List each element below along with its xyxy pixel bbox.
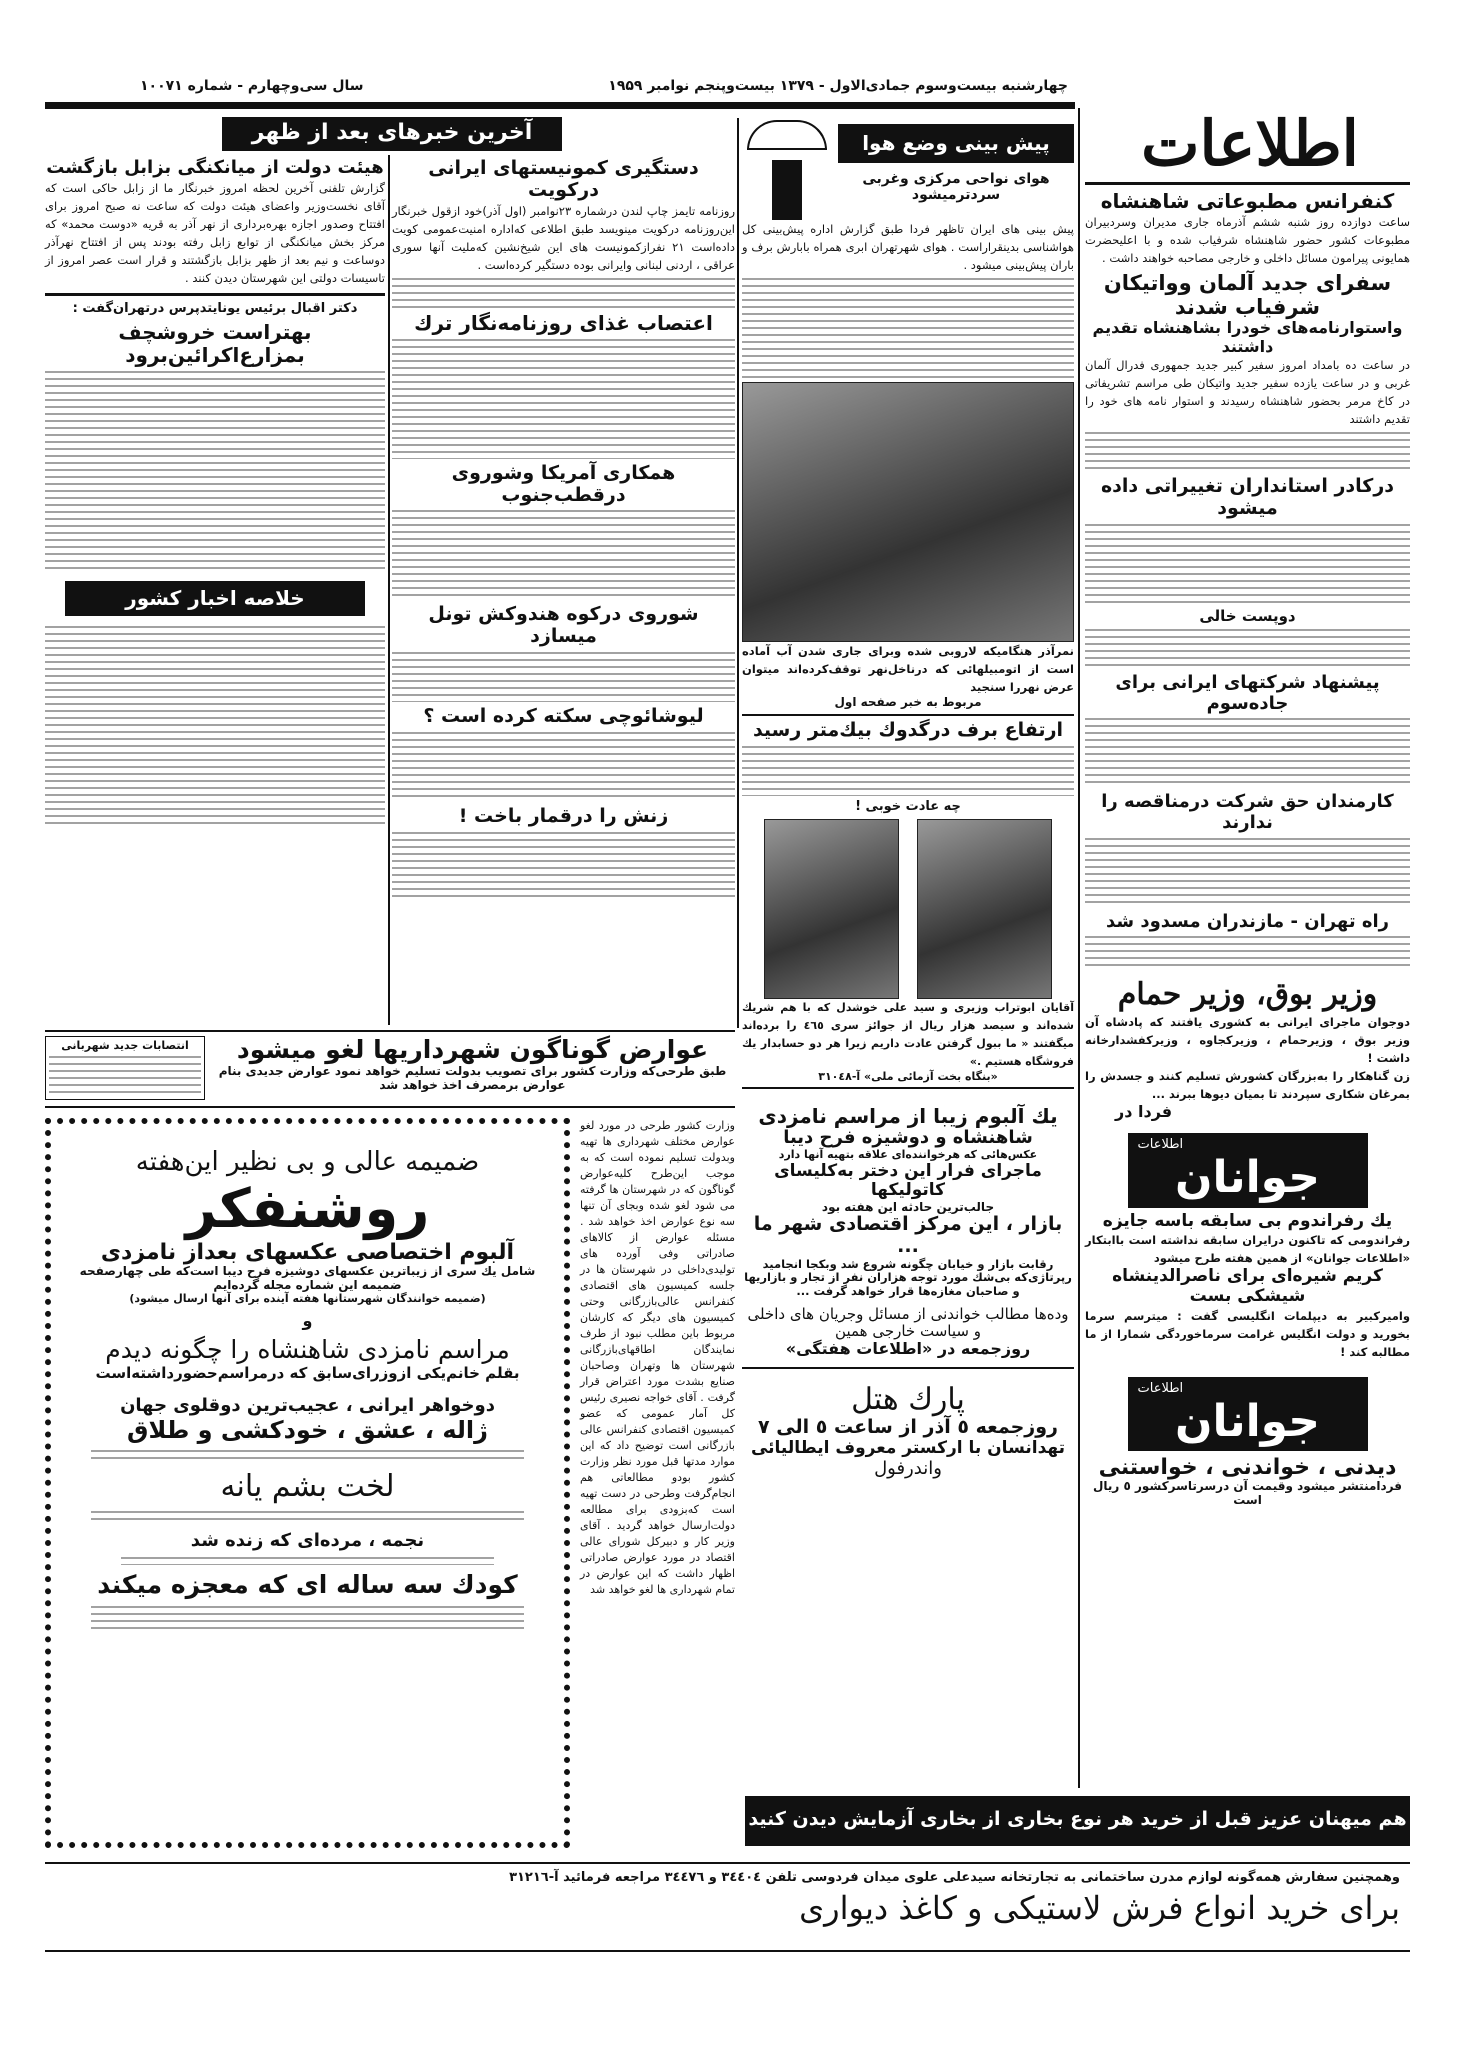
park-hotel-ad	[742, 1377, 1074, 1480]
headline: هوای نواحی مرکزی وغربی سردترمیشود	[862, 171, 1050, 204]
divider	[742, 1087, 1074, 1089]
article-text: ساعت دوازده روز شنبه ششم آذرماه جاری مدیران وسردبیران مطبوعات کشور حضور شاهنشاه شرفیاب شده و با اعلیحضرت همایونی پیرامون مسائل داخلی و خارجی مصاحبه خواهند داشت .	[1085, 215, 1410, 265]
trucks-photo	[742, 382, 1074, 642]
ad-line: بازار ، این مرکز اقتصادی شهر ما ...	[753, 1213, 1063, 1258]
article-text: در ساعت ده بامداد امروز سفیر کبیر جدید جمهوری فدرال آلمان غربی و در ساعت یازده سفیر جدید واتیکان طی مراسم تشریفاتی در کاخ مرمر بحضور شاهنشاه رسیدند و استوار نامه های خود را تقدیم داشتند	[1085, 358, 1410, 427]
ad-line: شاهنشاه و دوشیزه فرح دیبا	[783, 1127, 1033, 1149]
headline: بهتراست خروشچف بمزارع‌اکرائین‌برود	[118, 319, 312, 367]
subheadline: واستوارنامه‌های خودرا بشاهنشاه تقدیم داشتند	[1092, 318, 1403, 356]
ad-headline: شیشکی بست	[1189, 1286, 1306, 1307]
weather-banner-box	[838, 120, 1074, 220]
text-block	[91, 1450, 524, 1464]
ad-line: رقابت بازار و خیابان چگونه شروع شد وبکجا انجامید رپرتاژی‌که بی‌شك مورد توجه هزاران نفر از تجار و بازاریها و صاحبان مغازه‌ها قرار خواهد گرفت ...	[744, 1257, 1072, 1298]
text-block	[392, 652, 735, 702]
text-block	[1085, 838, 1410, 908]
headline: کارمندان حق شرکت درمناقصه را ندارند	[1101, 791, 1394, 834]
ad-logo-small: اطلاعات	[1137, 1380, 1184, 1396]
ad-line: دوخواهر ایرانی ، عجیب‌ترین دوقلوی جهان	[120, 1394, 495, 1416]
ad-text: رفراندومی که تاکنون درایران سابقه نداشته است باابتکار «اطلاعات جوانان» از همین هفته طرح میشود	[1085, 1233, 1410, 1266]
ad-line: لخت بشم یانه	[220, 1469, 395, 1505]
article-text: روزنامه تایمز چاپ لندن درشماره ۲۳نوامبر (اول آذر)خود ازقول خبرنگار این‌روزنامه درکویت مینویسد طبق اطلاعی که‌اداره امنیت‌عمومی کویت داده‌است ۲۱ نفرازکمونیست های این شیخ‌نشین که‌ملیت آنها سوری عراقی ، اردنی لبنانی وایرانی بوده دستگیر کرده‌است .	[392, 203, 735, 272]
headline: راه تهران - مازندران مسدود شد	[1105, 910, 1390, 932]
javanan-ad-2	[1128, 1377, 1368, 1452]
ad-title: پارك هتل	[851, 1381, 965, 1417]
text-block	[91, 1606, 524, 1634]
ad-line: و	[302, 1310, 313, 1330]
right-column	[1085, 190, 1410, 1508]
latest-news-banner: آخرین خبرهای بعد از ظهر	[222, 117, 562, 151]
date-line: چهارشنبه بیست‌وسوم جمادی‌الاول - ۱۳۷۹ بیست‌وپنجم نوامبر ۱۹۵۹	[608, 78, 1068, 94]
ad-line: ماجرای فرار این دختر به‌کلیسای کاتولیکها	[774, 1160, 1042, 1201]
photo-caption: آقایان ابوتراب وزیری و سید علی خوشدل که با هم شریك شده‌اند و سیصد هزار ریال از جوائز سری ٤٦٥ را برده‌اند میگفتند « ما ببول گرفتن عادت داریم زیرا هر دو حسابدار یك فروشگاه هستیم .»	[742, 1000, 1074, 1068]
ad-line: واندرفول	[874, 1457, 942, 1479]
headline: عوارض گوناگون شهرداریها لغو میشود	[236, 1035, 709, 1064]
kicker: دکتر اقبال برئیس یونایتدپرس درتهران‌گفت :	[72, 300, 358, 316]
ad-line: شامل یك سری از زیباترین عکسهای دوشیزه فرح دیبا است‌که طی چهارصفحه ضمیمه این شماره مجله گرده‌ایم	[79, 1264, 536, 1293]
ad-logo-small: اطلاعات	[1137, 1137, 1184, 1153]
text-block	[742, 278, 1074, 378]
headline: چه عادت خوبی !	[855, 798, 961, 814]
headline: وزیر بوق، وزیر حمام	[1117, 977, 1378, 1013]
headline: همکاری آمریکا وشوروی درقطب‌جنوب	[451, 461, 676, 506]
ad-line: ضمیمه عالی و بی نظیر این‌هفته	[135, 1147, 480, 1177]
headline: لیوشائوچی سکته کرده است ؟	[423, 705, 704, 728]
javanan-ad	[1128, 1133, 1368, 1208]
photo-caption-ref: «بنگاه بخت آزمائی ملی» آ-۳۱۰٤۸	[818, 1069, 998, 1083]
masthead-rule	[1085, 182, 1410, 185]
ad-line: نجمه ، مرده‌ای که زنده شد	[190, 1529, 425, 1551]
masthead-logo: اطلاعات	[1141, 107, 1359, 180]
photo-caption: نمرآذر هنگامیکه لاروبی شده وبرای جاری شدن آب آماده است از اتومبیلهائی که درناخل‌نهر توقف‌کرده‌اند میتوان عرض نهررا سنجید	[742, 644, 1074, 694]
text-block	[1085, 432, 1410, 472]
tolls-story-header	[210, 1036, 735, 1092]
divider	[45, 1030, 735, 1032]
umbrella-illustration-icon	[742, 120, 832, 220]
text-block	[392, 732, 735, 802]
ad-line: کودك سه ساله ای که معجزه میکند	[97, 1570, 518, 1600]
article-text: گزارش تلفنی آخرین لحظه امروز خبرنگار ما از زابل حاکی است که آقای نخست‌وزیر واعضای هیئت دولت که ساعت نه صبح امروز برای افتتاح وصدور اجازه بهره‌برداری از نهر آذر به قریه «دوست محمد» که مرکز بخش میانکنگی از توابع زابل رفته بودند پس از افتتاح نهرآذر دوساعت و نیم بعد از ظهر بزابل بازگشتند و قرار است عصر امروز از تاسیسات دولتی این شهرستان دیدن کنند .	[45, 180, 385, 285]
footer-ad	[45, 1862, 1410, 1952]
divider	[45, 1106, 735, 1108]
ad-line: تهدانسان با ارکستر معروف ایطالیائی	[750, 1438, 1066, 1459]
teaser-text: دوجوان ماجرای ایرانی به کشوری یافتند که پادشاه آن وزیر بوق ، وزیرحمام ، وزیرکجاوه ، وزیرکفشدارخانه داشت !	[1085, 1014, 1410, 1065]
ad-text: فردامنتشر میشود وقیمت آن درسرتاسرکشور ٥ ریال است	[1093, 1479, 1402, 1508]
ad-title: روشنفکر	[185, 1176, 430, 1240]
divider	[742, 714, 1074, 716]
text-block	[392, 339, 735, 459]
ad-line: مراسم نامزدی شاهنشاه را چگونه دیدم	[105, 1334, 510, 1364]
ad-headline: کریم شیره‌ای برای ناصرالدینشاه	[1112, 1266, 1383, 1287]
headline: ارتفاع برف درگدوك بیك‌متر رسید	[752, 718, 1064, 741]
text-block	[91, 1511, 524, 1525]
subheadline: طبق طرحی‌که وزارت کشور برای تصویب بدولت تسلیم خواهد نمود عوارض جدیدی بنام عوارض برمصرف اخذ خواهد شد	[218, 1063, 727, 1092]
column-2	[392, 158, 735, 906]
teaser-text: زن گناهکار را به‌بزرگان کشورش تسلیم کنند و جسدش را بمرغان شکاری سپردند تا بمیان دیوها ببرند ...	[1085, 1068, 1410, 1101]
portrait-photo	[764, 819, 899, 999]
headline: انتصابات جدید شهربانی	[61, 1039, 189, 1052]
headline: اعتصاب غذای روزنامه‌نگار ترك	[414, 310, 713, 335]
headline: کنفرانس مطبوعاتی شاهنشاه	[1100, 189, 1395, 213]
text-block	[1085, 629, 1410, 669]
text-block	[121, 1557, 494, 1565]
weekly-ad	[742, 1093, 1074, 1358]
column-divider	[1078, 108, 1080, 1788]
divider	[45, 293, 385, 296]
issue-number: سال سی‌وچهارم - شماره ۱۰۰۷۱	[140, 78, 364, 94]
divider	[742, 1367, 1074, 1369]
ad-logo: جوانان	[1175, 1152, 1320, 1204]
headline: سفرای جدید آلمان وواتیکان شرفیاب شدند	[1103, 271, 1392, 320]
ad-line: جالب‌ترین حادثه این هفته بود	[821, 1199, 995, 1214]
text-block	[1085, 524, 1410, 604]
heater-ad-banner: هم میهنان عزیز قبل از خرید هر نوع بخاری از بخاری آزمایش دیدن کنید	[745, 1796, 1410, 1846]
headline: شوروی درکوه هندوکش تونل میسازد	[428, 603, 699, 648]
ad-headline: دیدنی ، خواندنی ، خواستنی	[1098, 1455, 1397, 1481]
weather-banner: پیش بینی وضع هوا	[838, 124, 1074, 163]
ad-line: وده‌ها مطالب خواندنی از مسائل وجریان های داخلی و سیاست خارجی همین	[747, 1304, 1069, 1341]
ad-line: عکس‌هائی که هرخواننده‌ای علاقه بتهیه آنها دارد	[778, 1147, 1038, 1161]
text-block	[1085, 936, 1410, 966]
column-1	[45, 158, 385, 830]
ad-line: ژاله ، عشق ، خودکشی و طلاق	[127, 1415, 488, 1444]
column-divider	[388, 155, 390, 1025]
top-rule	[45, 102, 1075, 109]
article-text: وزارت کشور طرحی در مورد لغو عوارض مختلف شهرداری ها تهیه وبدولت تسلیم نموده است که به موجب این‌طرح کلیه‌عوارض گوناگون که در شهرستان ها گرفته می شود لغو شده وبجای آن تنها سه نوع عوارض اخذ خواهد شد . مسئله عوارض از کالاهای صادراتی وفی آورده های تولیدی‌داخلی در شهرستان ها در جلسه کمیسیون های اقتصادی کنفرانس عالی‌بازرگانی وحتی کمیسیون های دیگر که کارشان مربوط باین مطلب نبود از طرف نمایندگان اطاقهای‌بازرگانی شهرستان ها وتهران وصاحبان صنایع بشدت مورد اعتراض قرار گرفت . آقای خواجه نصیری رئیس کل آمار عمومی که عضو کمیسیون اقتصادی کنفرانس عالی بازرگانی است توضیح داد که این موارد مدتها قبل مورد نظر وزارت کشور بودو مطالعاتی هم انجام‌گرفت وطرحی در دست تهیه است که‌بزودی برای مطالعه دولت‌ارسال خواهد گردید . آقای وزیر کار و دبیرکل شورای عالی اقتصاد در مورد عوارض صادراتی اظهار داشت که این عوارض در تمام شهرداری ها لغو خواهد شد	[580, 1119, 735, 1596]
text-block	[742, 746, 1074, 796]
column-divider	[737, 118, 739, 1028]
text-block	[45, 626, 385, 826]
ad-text: وهمچنین سفارش همه‌گونه لوازم مدرن ساختمانی به تجارتخانه سیدعلی علوی میدان فردوسی تلفن ۳٤٤٠٤ و ۳٤٤۷٦ مراجعه فرمائید آ-۳۱۲۱٦	[509, 1870, 1400, 1885]
roshanfekr-ad	[45, 1118, 570, 1848]
article-text: پیش بینی های ایران تاظهر فردا طبق گزارش اداره پیش‌بینی کل هواشناسی بدینقراراست . هوای شهرتهران ابری همراه بابارش برف و باران پیش‌بینی میشود .	[742, 222, 1074, 272]
ad-line: روزجمعه در «اطلاعات هفتگی»	[785, 1339, 1031, 1359]
text-block	[45, 371, 385, 571]
photo-caption-ref: مربوط به خبر صفحه اول	[834, 695, 982, 709]
portrait-photo	[917, 819, 1052, 999]
text-block	[392, 510, 735, 600]
ad-line: يك آلبوم زیبا از مراسم نامزدی	[758, 1104, 1058, 1129]
ad-title: برای خرید انواع فرش لاستیکی و کاغذ دیواری	[799, 1889, 1400, 1927]
ad-line: (ضمیمه خوانندگان شهرستانها هفته آینده برای آنها ارسال میشود)	[129, 1291, 486, 1305]
appointments-box	[45, 1036, 205, 1100]
headline: درکادر استانداران تغییراتی داده میشود	[1100, 475, 1395, 519]
headline: زنش را درقمار باخت !	[458, 804, 669, 827]
text-block	[392, 832, 735, 902]
ad-line: بقلم خانم‌یکی ازوزرای‌سابق که درمراسم‌حضورداشته‌است	[95, 1363, 520, 1382]
ad-line: آلبوم اختصاصی عکسهای بعداز نامزدی	[100, 1239, 515, 1265]
headline: دستگیری کمونیستهای ایرانی درکویت	[428, 157, 699, 201]
text-block	[392, 278, 735, 308]
headline: پیشنهاد شرکتهای ایرانی برای جاده‌سوم	[1115, 672, 1380, 714]
ad-logo: جوانان	[1175, 1395, 1320, 1447]
column-3	[742, 120, 1074, 1479]
headline: هیئت دولت از میانکنگی بزابل بازگشت	[46, 157, 384, 178]
teaser-footer: فردا در	[1115, 1101, 1173, 1121]
ad-line: روزجمعه ٥ آذر از ساعت ٥ الی ٧	[758, 1416, 1058, 1439]
ad-headline: يك رفراندوم بی سابقه باسه جایزه	[1102, 1210, 1393, 1231]
text-block	[1085, 718, 1410, 788]
headline: دوپست خالی	[1199, 606, 1296, 625]
national-news-banner: خلاصه اخبار کشور	[65, 581, 365, 616]
text-block	[49, 1056, 201, 1096]
ad-text: وامیرکبیر به دیپلمات انگلیسی گفت : میترسم سرما بخورید و دولت انگلیس غرامت سرماخوردگی شمارا از ما مطالبه کند !	[1085, 1308, 1410, 1359]
